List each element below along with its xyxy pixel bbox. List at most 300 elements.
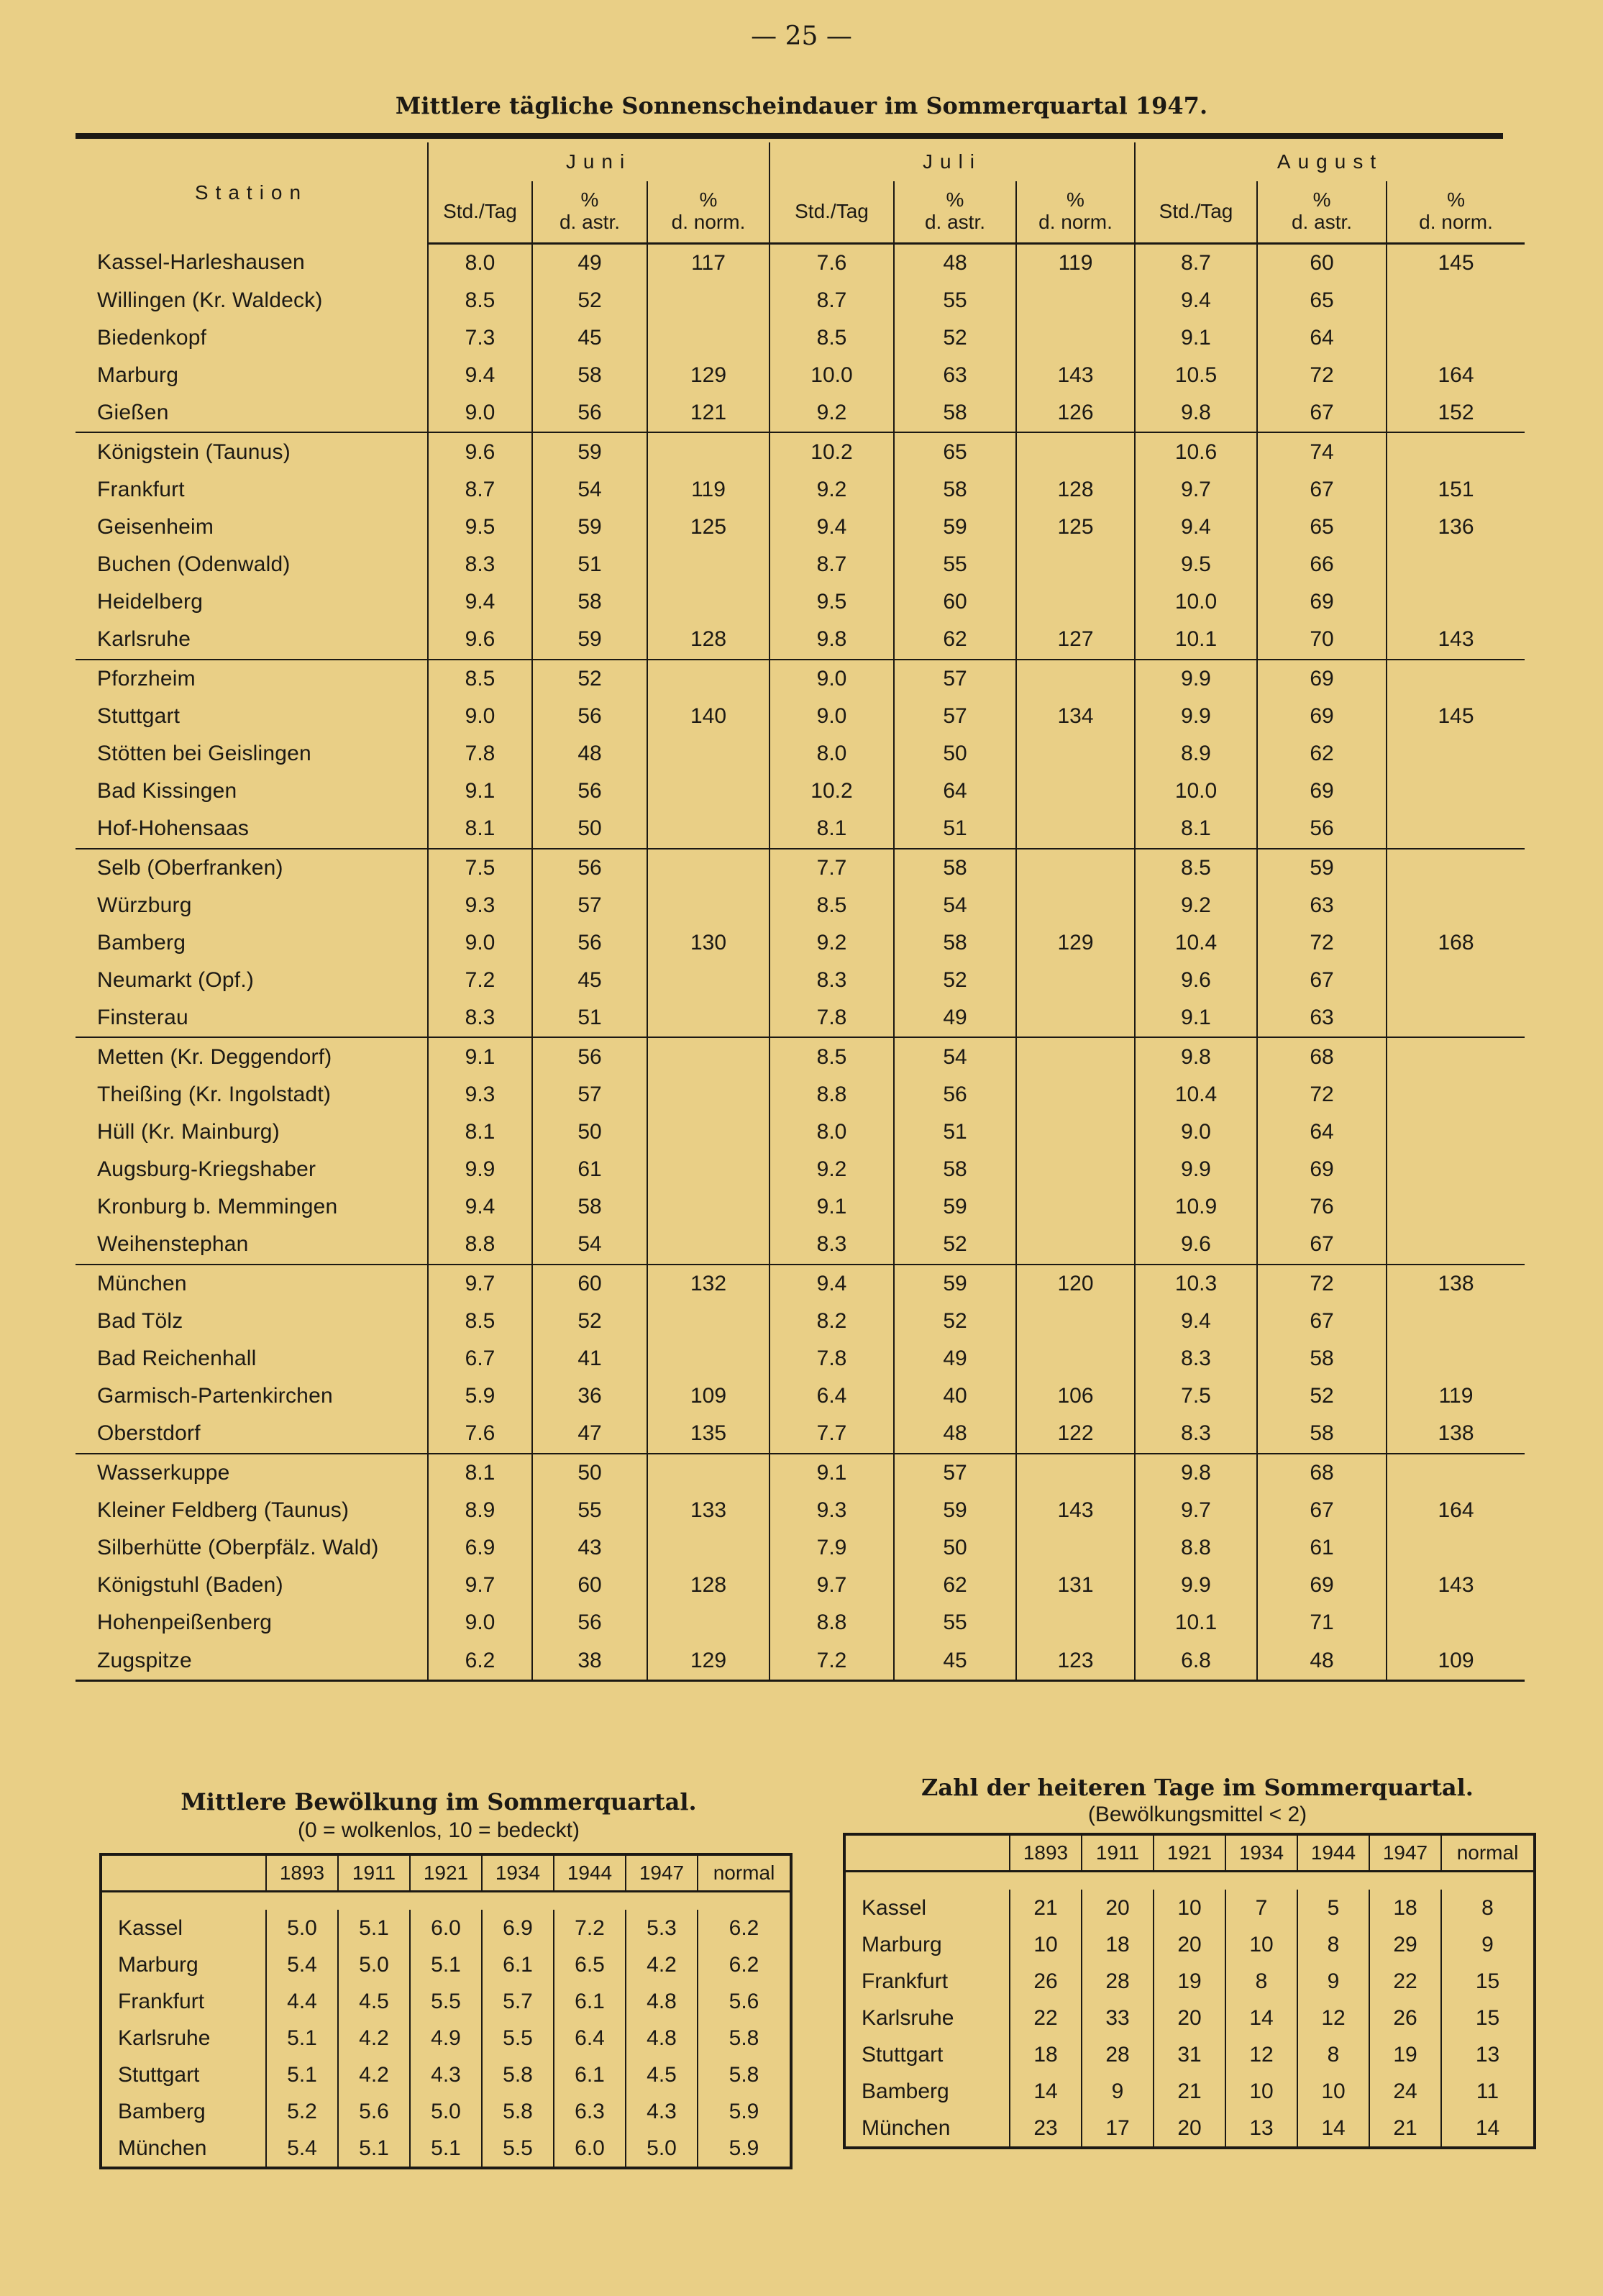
year-header: 1944	[1297, 1834, 1369, 1872]
value-cell	[647, 1188, 769, 1226]
value-cell: 23	[1010, 2110, 1082, 2148]
station-name: Neumarkt (Opf.)	[97, 968, 255, 993]
value-cell: 9.0	[428, 394, 532, 432]
value-cell: 48	[1257, 1641, 1387, 1680]
value-cell: 7.5	[428, 849, 532, 887]
value-cell	[1016, 1303, 1135, 1340]
value-cell: 10	[1010, 1926, 1082, 1963]
value-cell	[647, 432, 769, 470]
value-cell: 9.3	[769, 1492, 894, 1529]
value-cell: 65	[1257, 282, 1387, 319]
value-cell: 9.4	[1135, 509, 1257, 546]
value-cell	[1016, 962, 1135, 999]
value-cell: 9.9	[1135, 1151, 1257, 1188]
value-cell	[647, 1303, 769, 1340]
station-name: Stötten bei Geislingen	[97, 742, 311, 766]
table-row	[76, 1113, 1525, 1151]
value-cell: 8.3	[1135, 1415, 1257, 1453]
station-name: Bamberg	[118, 2099, 206, 2123]
table-row	[76, 1567, 1525, 1604]
value-cell: 9.4	[428, 357, 532, 394]
value-cell: 67	[1257, 1226, 1387, 1264]
value-cell: 58	[894, 471, 1016, 509]
year-header: 1911	[1082, 1834, 1154, 1872]
value-cell: 145	[1387, 698, 1525, 735]
value-cell: 5.1	[338, 1910, 410, 1946]
station-name: Bamberg	[862, 2079, 949, 2103]
clear-days-table	[843, 1833, 1536, 2149]
table-row	[76, 546, 1525, 583]
value-cell: 9.9	[1135, 660, 1257, 698]
value-cell	[647, 1340, 769, 1377]
value-cell: 28	[1082, 1963, 1154, 2000]
value-cell: 5.1	[266, 2020, 338, 2056]
value-cell: 72	[1257, 357, 1387, 394]
value-cell: 69	[1257, 1151, 1387, 1188]
value-cell: 4.5	[338, 1983, 410, 2020]
value-cell: 7.8	[428, 735, 532, 773]
value-cell: 20	[1082, 1890, 1154, 1926]
table-row	[76, 1340, 1525, 1377]
value-cell: 45	[532, 962, 647, 999]
value-cell: 58	[1257, 1340, 1387, 1377]
value-cell	[1016, 1529, 1135, 1567]
value-cell: 56	[532, 773, 647, 810]
station-name: Selb (Oberfranken)	[76, 849, 428, 887]
value-cell: 135	[647, 1415, 769, 1453]
value-cell	[647, 1113, 769, 1151]
value-cell	[1387, 1113, 1525, 1151]
value-cell: 9.7	[1135, 1492, 1257, 1529]
value-cell: 60	[1257, 243, 1387, 282]
value-cell: 8.9	[428, 1492, 532, 1529]
value-cell: 6.9	[428, 1529, 532, 1567]
value-cell: 10.4	[1135, 924, 1257, 962]
station-name: Bad Reichenhall	[97, 1347, 257, 1371]
value-cell: 58	[894, 394, 1016, 432]
value-cell: 50	[532, 1454, 647, 1492]
sunshine-table	[76, 142, 1525, 1682]
table-row	[844, 1926, 1535, 1963]
value-cell: 9.0	[769, 698, 894, 735]
value-cell: 69	[1257, 1567, 1387, 1604]
value-cell: 5.0	[410, 2093, 482, 2130]
value-cell: 8.3	[428, 999, 532, 1037]
value-cell: 10	[1225, 1926, 1297, 1963]
value-cell: 59	[894, 1265, 1016, 1303]
value-cell: 4.3	[410, 2056, 482, 2093]
value-cell: 10	[1225, 2073, 1297, 2110]
value-cell: 128	[1016, 471, 1135, 509]
value-cell: 8.5	[1135, 849, 1257, 887]
table-row	[76, 583, 1525, 621]
value-cell	[1387, 1604, 1525, 1641]
table-row	[76, 1604, 1525, 1641]
value-cell	[647, 810, 769, 848]
value-cell: 14	[1297, 2110, 1369, 2148]
table-row	[101, 1910, 791, 1946]
value-cell: 22	[1369, 1963, 1441, 2000]
value-cell: 129	[647, 1641, 769, 1680]
value-cell: 50	[532, 810, 647, 848]
value-cell: 58	[894, 849, 1016, 887]
value-cell	[1387, 962, 1525, 999]
sub-header: % d. norm.	[1387, 181, 1525, 243]
sub-header: % d. astr.	[532, 181, 647, 243]
table-row	[76, 660, 1525, 698]
value-cell: 10.5	[1135, 357, 1257, 394]
value-cell: 20	[1154, 1926, 1225, 1963]
value-cell: 7	[1225, 1890, 1297, 1926]
value-cell: 8.7	[1135, 243, 1257, 282]
value-cell: 5.1	[338, 2130, 410, 2168]
value-cell: 52	[532, 282, 647, 319]
value-cell: 50	[532, 1113, 647, 1151]
value-cell: 67	[1257, 1492, 1387, 1529]
station-name: München	[118, 2136, 207, 2160]
value-cell: 51	[894, 1113, 1016, 1151]
value-cell: 60	[532, 1265, 647, 1303]
value-cell	[1016, 810, 1135, 848]
value-cell: 10.0	[1135, 773, 1257, 810]
value-cell	[647, 999, 769, 1037]
table-row	[76, 282, 1525, 319]
value-cell: 8.5	[769, 1037, 894, 1075]
value-cell	[1016, 773, 1135, 810]
year-header: 1934	[1225, 1834, 1297, 1872]
value-cell: 40	[894, 1377, 1016, 1415]
value-cell: 6.2	[428, 1641, 532, 1680]
value-cell: 48	[894, 243, 1016, 282]
station-name: Metten (Kr. Deggendorf)	[76, 1037, 428, 1075]
table-row	[76, 1454, 1525, 1492]
station-name: Wasserkuppe	[76, 1454, 428, 1492]
value-cell: 14	[1441, 2110, 1535, 2148]
value-cell	[647, 773, 769, 810]
value-cell: 9.1	[1135, 319, 1257, 357]
station-name: Garmisch-Partenkirchen	[97, 1384, 333, 1408]
value-cell	[647, 583, 769, 621]
value-cell: 58	[894, 924, 1016, 962]
value-cell: 14	[1225, 2000, 1297, 2036]
value-cell: 9.2	[769, 471, 894, 509]
value-cell: 8.1	[1135, 810, 1257, 848]
value-cell: 125	[1016, 509, 1135, 546]
value-cell: 168	[1387, 924, 1525, 962]
value-cell: 69	[1257, 660, 1387, 698]
value-cell: 109	[647, 1377, 769, 1415]
value-cell: 4.2	[338, 2056, 410, 2093]
sub-header: Std./Tag	[1135, 181, 1257, 243]
value-cell: 4.8	[626, 2020, 698, 2056]
table-row	[76, 962, 1525, 999]
value-cell: 66	[1257, 546, 1387, 583]
value-cell: 62	[894, 621, 1016, 659]
value-cell: 5.8	[482, 2093, 554, 2130]
value-cell: 28	[1082, 2036, 1154, 2073]
value-cell: 152	[1387, 394, 1525, 432]
value-cell: 58	[1257, 1415, 1387, 1453]
value-cell	[647, 1037, 769, 1075]
value-cell: 5.0	[338, 1946, 410, 1983]
value-cell: 6.3	[554, 2093, 626, 2130]
value-cell: 8.1	[428, 810, 532, 848]
value-cell	[1387, 849, 1525, 887]
value-cell	[1016, 1340, 1135, 1377]
table-row	[76, 735, 1525, 773]
value-cell: 119	[1387, 1377, 1525, 1415]
station-name: Theißing (Kr. Ingolstadt)	[97, 1082, 332, 1106]
value-cell: 164	[1387, 357, 1525, 394]
value-cell: 13	[1441, 2036, 1535, 2073]
main-table-title: Mittlere tägliche Sonnenscheindauer im Sommerquartal 1947.	[395, 92, 1208, 119]
value-cell: 8.1	[428, 1454, 532, 1492]
value-cell: 18	[1369, 1890, 1441, 1926]
value-cell: 9.2	[769, 1151, 894, 1188]
value-cell: 74	[1257, 432, 1387, 470]
station-name: Marburg	[97, 363, 179, 388]
value-cell	[1387, 1226, 1525, 1264]
table-row	[76, 432, 1525, 470]
value-cell	[1016, 1151, 1135, 1188]
value-cell: 10.1	[1135, 1604, 1257, 1641]
value-cell: 21	[1154, 2073, 1225, 2110]
month-header-juni: Juni	[428, 142, 769, 181]
value-cell: 58	[532, 1188, 647, 1226]
value-cell: 5.4	[266, 1946, 338, 1983]
value-cell: 69	[1257, 773, 1387, 810]
value-cell: 58	[894, 1151, 1016, 1188]
value-cell: 10.9	[1135, 1188, 1257, 1226]
value-cell: 47	[532, 1415, 647, 1453]
value-cell: 5.9	[428, 1377, 532, 1415]
value-cell: 8.2	[769, 1303, 894, 1340]
value-cell: 72	[1257, 924, 1387, 962]
value-cell: 22	[1010, 2000, 1082, 2036]
value-cell: 120	[1016, 1265, 1135, 1303]
table-row	[844, 2036, 1535, 2073]
value-cell: 8.7	[428, 471, 532, 509]
value-cell: 9.4	[1135, 1303, 1257, 1340]
value-cell: 58	[532, 357, 647, 394]
sub-header: % d. astr.	[894, 181, 1016, 243]
value-cell: 9.5	[769, 583, 894, 621]
station-name: Hüll (Kr. Mainburg)	[97, 1119, 280, 1144]
station-name: Zugspitze	[76, 1641, 428, 1680]
value-cell: 7.9	[769, 1529, 894, 1567]
value-cell: 56	[532, 698, 647, 735]
value-cell: 8.5	[428, 1303, 532, 1340]
station-name: Kleiner Feldberg (Taunus)	[97, 1498, 350, 1522]
value-cell: 143	[1016, 357, 1135, 394]
value-cell: 151	[1387, 471, 1525, 509]
value-cell: 6.5	[554, 1946, 626, 1983]
value-cell: 109	[1387, 1641, 1525, 1680]
value-cell: 56	[532, 1604, 647, 1641]
table-row	[76, 394, 1525, 432]
value-cell: 136	[1387, 509, 1525, 546]
value-cell: 9.0	[428, 1604, 532, 1641]
value-cell: 54	[894, 1037, 1016, 1075]
value-cell: 7.6	[428, 1415, 532, 1453]
month-header-august: August	[1135, 142, 1525, 181]
value-cell: 9.4	[769, 509, 894, 546]
value-cell: 6.2	[698, 1946, 791, 1983]
value-cell: 5.1	[410, 2130, 482, 2168]
value-cell: 5.1	[266, 2056, 338, 2093]
table-row	[76, 357, 1525, 394]
value-cell: 164	[1387, 1492, 1525, 1529]
value-cell: 5.1	[410, 1946, 482, 1983]
value-cell	[1387, 583, 1525, 621]
value-cell: 10.0	[1135, 583, 1257, 621]
value-cell: 12	[1297, 2000, 1369, 2036]
value-cell: 6.8	[1135, 1641, 1257, 1680]
value-cell: 56	[532, 394, 647, 432]
station-name: Marburg	[118, 1952, 198, 1977]
value-cell: 9.8	[1135, 1037, 1257, 1075]
value-cell: 63	[1257, 887, 1387, 924]
value-cell: 10.1	[1135, 621, 1257, 659]
value-cell	[1387, 1188, 1525, 1226]
value-cell: 9.5	[1135, 546, 1257, 583]
station-name: Kassel	[118, 1915, 183, 1940]
value-cell: 51	[532, 999, 647, 1037]
value-cell: 9.5	[428, 509, 532, 546]
value-cell: 10.2	[769, 773, 894, 810]
station-name: Hof-Hohensaas	[97, 816, 250, 841]
value-cell: 8.0	[769, 1113, 894, 1151]
table-row	[844, 1890, 1535, 1926]
station-name: Silberhütte (Oberpfälz. Wald)	[97, 1535, 379, 1559]
table-row	[76, 698, 1525, 735]
station-name: Buchen (Odenwald)	[97, 552, 291, 577]
value-cell	[1387, 999, 1525, 1037]
value-cell: 67	[1257, 394, 1387, 432]
value-cell: 9.1	[1135, 999, 1257, 1037]
value-cell: 9.2	[1135, 887, 1257, 924]
table-row	[76, 243, 1525, 282]
value-cell	[647, 887, 769, 924]
station-name: Weihenstephan	[97, 1232, 249, 1257]
value-cell: 68	[1257, 1454, 1387, 1492]
value-cell: 9.1	[769, 1188, 894, 1226]
value-cell: 52	[532, 1303, 647, 1340]
value-cell: 4.2	[338, 2020, 410, 2056]
value-cell: 8.5	[428, 282, 532, 319]
value-cell: 140	[647, 698, 769, 735]
value-cell: 57	[894, 660, 1016, 698]
table-row	[76, 924, 1525, 962]
station-name: Stuttgart	[862, 2042, 944, 2067]
value-cell: 128	[647, 621, 769, 659]
value-cell: 121	[647, 394, 769, 432]
value-cell	[647, 660, 769, 698]
table-row	[76, 1303, 1525, 1340]
cloud-table-header	[101, 1854, 791, 1892]
station-name: Stuttgart	[118, 2062, 200, 2087]
table-row	[844, 2110, 1535, 2148]
value-cell: 8.5	[428, 660, 532, 698]
cloud-table	[99, 1853, 793, 2169]
cloud-table-subtitle: (0 = wolkenlos, 10 = bedeckt)	[298, 1818, 580, 1842]
value-cell: 9.4	[1135, 282, 1257, 319]
value-cell: 8	[1297, 2036, 1369, 2073]
value-cell: 8	[1225, 1963, 1297, 2000]
station-name: Bad Kissingen	[97, 779, 237, 803]
value-cell: 5.4	[266, 2130, 338, 2168]
table-row	[76, 509, 1525, 546]
title-rule	[76, 133, 1503, 139]
value-cell: 20	[1154, 2000, 1225, 2036]
value-cell	[1387, 660, 1525, 698]
year-header: 1911	[338, 1854, 410, 1892]
value-cell: 7.2	[554, 1910, 626, 1946]
value-cell: 56	[894, 1076, 1016, 1113]
station-name: München	[76, 1265, 428, 1303]
value-cell: 9.7	[769, 1567, 894, 1604]
station-name: Biedenkopf	[97, 325, 207, 350]
value-cell: 59	[894, 1188, 1016, 1226]
value-cell: 54	[532, 1226, 647, 1264]
value-cell: 71	[1257, 1604, 1387, 1641]
table-row	[101, 2056, 791, 2093]
value-cell: 4.8	[626, 1983, 698, 2020]
value-cell: 52	[894, 1226, 1016, 1264]
station-name: Oberstdorf	[97, 1421, 201, 1446]
value-cell: 9.4	[769, 1265, 894, 1303]
table-row	[844, 2000, 1535, 2036]
table-row	[76, 773, 1525, 810]
value-cell: 8.8	[428, 1226, 532, 1264]
table-row	[844, 2073, 1535, 2110]
value-cell: 9.8	[769, 621, 894, 659]
table-row	[76, 471, 1525, 509]
value-cell	[647, 962, 769, 999]
value-cell: 10.4	[1135, 1076, 1257, 1113]
value-cell: 5.6	[338, 2093, 410, 2130]
station-name: Frankfurt	[97, 477, 185, 501]
value-cell: 8.3	[769, 1226, 894, 1264]
value-cell	[1387, 735, 1525, 773]
table-row	[76, 319, 1525, 357]
value-cell: 9.7	[428, 1265, 532, 1303]
cloud-table-title: Mittlere Bewölkung im Sommerquartal.	[181, 1788, 697, 1816]
value-cell: 129	[1016, 924, 1135, 962]
value-cell: 19	[1154, 1963, 1225, 2000]
value-cell	[1016, 735, 1135, 773]
value-cell: 8.1	[428, 1113, 532, 1151]
table-row	[76, 1226, 1525, 1264]
value-cell: 76	[1257, 1188, 1387, 1226]
value-cell: 9.3	[428, 1076, 532, 1113]
station-name: Hohenpeißenberg	[97, 1611, 273, 1635]
value-cell: 143	[1387, 621, 1525, 659]
value-cell	[1016, 887, 1135, 924]
table-row	[76, 1151, 1525, 1188]
value-cell: 45	[532, 319, 647, 357]
value-cell: 8.3	[769, 962, 894, 999]
value-cell: 55	[894, 1604, 1016, 1641]
value-cell: 31	[1154, 2036, 1225, 2073]
value-cell: 8.7	[769, 282, 894, 319]
value-cell: 130	[647, 924, 769, 962]
value-cell: 64	[1257, 1113, 1387, 1151]
month-header-juli: Juli	[769, 142, 1135, 181]
value-cell: 13	[1225, 2110, 1297, 2148]
value-cell: 26	[1369, 2000, 1441, 2036]
value-cell: 8.5	[769, 319, 894, 357]
